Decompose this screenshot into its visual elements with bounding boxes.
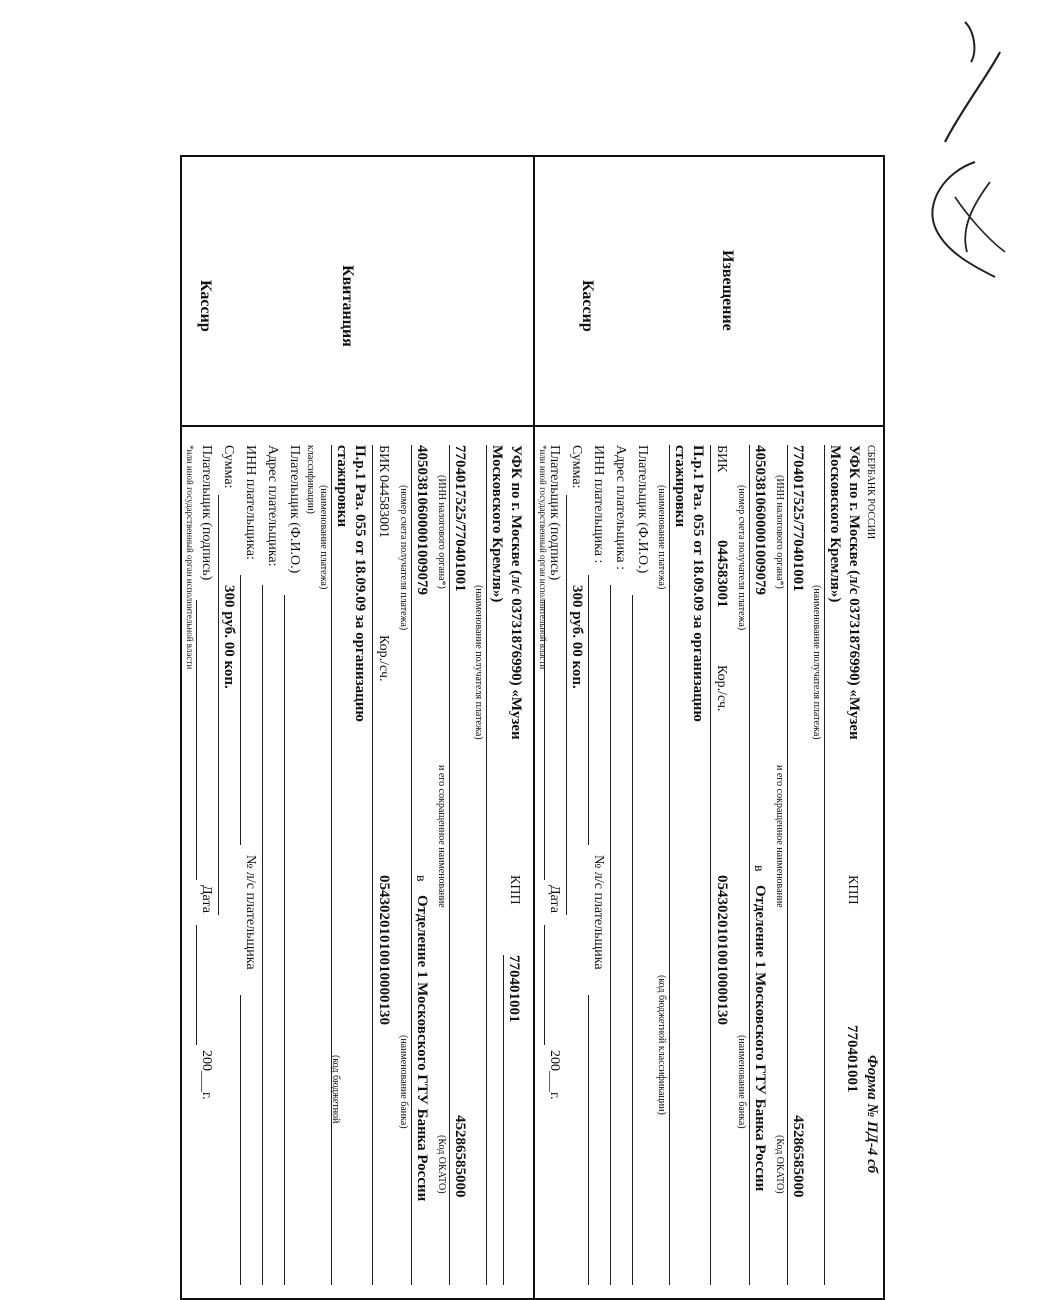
account-caption: (номер счета получателя платежа) <box>398 485 409 631</box>
rule <box>710 445 711 1285</box>
cashier-label-top: Кассир <box>579 280 596 332</box>
rule <box>787 445 788 1285</box>
rule <box>588 575 589 845</box>
recipient-caption: (наименование получателя платежа) <box>473 585 484 740</box>
payer-name-label: Плательщик (Ф.И.О.) <box>635 445 650 574</box>
sum-label: Сумма: <box>569 445 584 489</box>
rule <box>669 445 670 1285</box>
in-label: в <box>413 875 428 882</box>
account-value: 40503810600001009079 <box>752 445 768 595</box>
rule <box>449 445 450 1285</box>
rule <box>411 445 412 1285</box>
form-name: Форма № ПД-4 сб <box>864 1055 880 1174</box>
kpp-value: 770401001 <box>844 1025 860 1093</box>
corr-label: Кор./сч. <box>376 635 391 682</box>
section-divider <box>533 155 535 1300</box>
rule <box>610 585 611 1285</box>
purpose-line-2: стажировки <box>672 445 688 528</box>
sum-label: Сумма: <box>221 445 236 489</box>
kpp-label: КПП <box>507 875 522 905</box>
in-label: в <box>751 865 766 872</box>
rule <box>503 955 504 1285</box>
rule <box>196 600 197 880</box>
okato-caption: (Код ОКАТО) <box>436 1135 447 1194</box>
recipient-line-1: УФК по г. Москве (л/с 03731876990) «Музеи <box>846 445 862 740</box>
inn-value: 7704017525/770401001 <box>452 445 468 592</box>
rule <box>284 595 285 1285</box>
account-caption: (номер счета получателя платежа) <box>736 485 747 631</box>
payer-inn-label: ИНН плательщика : <box>591 445 606 564</box>
kpp-label: КПП <box>845 875 860 905</box>
purpose-line-1: П.р.1 Раз. 055 от 18.09.09 за организацию <box>352 445 368 722</box>
purpose-caption: (наименование платежа) <box>656 485 667 590</box>
year-label: 200___г. <box>199 1050 214 1100</box>
payer-signature-label: Плательщик (подпись) <box>199 445 214 581</box>
kbk-caption-a: (код бюджетной <box>330 1055 341 1124</box>
sberbank-brand: СБЕРБАНК РОССИИ <box>865 445 876 540</box>
payment-form-pd4 <box>180 155 885 1300</box>
bank-caption: (наименование банка) <box>736 1035 747 1129</box>
kbk-caption: (код бюджетной классификации) <box>656 975 667 1115</box>
sum-value: 300 руб. 00 коп. <box>569 585 585 689</box>
rule <box>262 585 263 1285</box>
notice-label: Извещение <box>719 250 736 331</box>
bik-value: 044583001 <box>714 540 730 608</box>
payer-account-label: № л/с плательщика <box>243 855 258 970</box>
rule <box>588 995 589 1285</box>
okato-value: 45286585000 <box>452 1115 468 1198</box>
date-label: Дата <box>199 885 214 913</box>
rule <box>331 445 332 1285</box>
recipient-caption: (наименование получателя платежа) <box>811 585 822 740</box>
handwritten-signature <box>905 12 1015 292</box>
payer-signature-label: Плательщик (подпись) <box>547 445 562 581</box>
rule <box>632 595 633 1285</box>
bik-value: 044583001 <box>376 475 391 538</box>
payer-name-label: Плательщик (Ф.И.О.) <box>287 445 302 574</box>
rule <box>240 995 241 1285</box>
recipient-line-2: Московского Кремля») <box>489 445 505 603</box>
rule <box>218 495 219 915</box>
purpose-line-2: стажировки <box>334 445 350 528</box>
receipt-label: Квитанция <box>339 265 356 347</box>
bik-label: БИК <box>714 445 729 473</box>
recipient-line-1: УФК по г. Москве (л/с 03731876990) «Музеи <box>508 445 524 740</box>
bank-caption: (наименование банка) <box>398 1035 409 1129</box>
rule <box>196 925 197 1045</box>
account-value: 40503810600001009079 <box>414 445 430 595</box>
payer-address-label: Адрес плательщика: <box>265 445 280 567</box>
recipient-short-caption: и его сокращенное наименование <box>436 765 447 908</box>
rule <box>749 445 750 1285</box>
rule <box>566 495 567 915</box>
kbk-value: 05430201010010000130 <box>376 875 392 1025</box>
year-label: 200___г. <box>547 1050 562 1100</box>
okato-caption: (Код ОКАТО) <box>774 1135 785 1194</box>
footnote: *или иной государственный орган исполнительной власти <box>538 445 548 670</box>
kbk-caption-b: классификации) <box>305 445 316 514</box>
purpose-line-1: П.р.1 Раз. 055 от 18.09.09 за организацию <box>690 445 706 722</box>
rule <box>544 925 545 1045</box>
rule <box>486 445 487 1285</box>
recipient-short-caption: и его сокращенное наименование <box>774 765 785 908</box>
cashier-label-bottom: Кассир <box>197 280 214 332</box>
rule <box>372 445 373 1285</box>
payer-address-label: Адрес плательщика : <box>613 445 628 571</box>
kpp-value: 770401001 <box>506 955 522 1023</box>
inn-value: 7704017525/770401001 <box>790 445 806 592</box>
rule <box>824 445 825 1285</box>
inn-caption: (ИНН налогового органа*) <box>436 475 447 589</box>
purpose-caption: (наименование платежа) <box>318 485 329 590</box>
footnote: *или иной государственный орган исполнительной власти <box>185 445 195 670</box>
bik-label: БИК <box>376 445 391 473</box>
inn-caption: (ИНН налогового органа*) <box>774 475 785 589</box>
recipient-line-2: Московского Кремля») <box>827 445 843 603</box>
sum-value: 300 руб. 00 коп. <box>221 585 237 689</box>
corr-label: Кор./сч. <box>714 665 729 712</box>
date-label: Дата <box>547 885 562 913</box>
okato-value: 45286585000 <box>790 1115 806 1198</box>
bank-name: Отделение 1 Московского ГТУ Банка России <box>752 885 768 1192</box>
kbk-value: 05430201010010000130 <box>714 875 730 1025</box>
payer-account-label: № л/с плательщика <box>591 855 606 970</box>
payer-inn-label: ИНН плательщика: <box>243 445 258 560</box>
bank-name: Отделение 1 Московского ГТУ Банка России <box>414 895 430 1202</box>
rule <box>240 575 241 845</box>
